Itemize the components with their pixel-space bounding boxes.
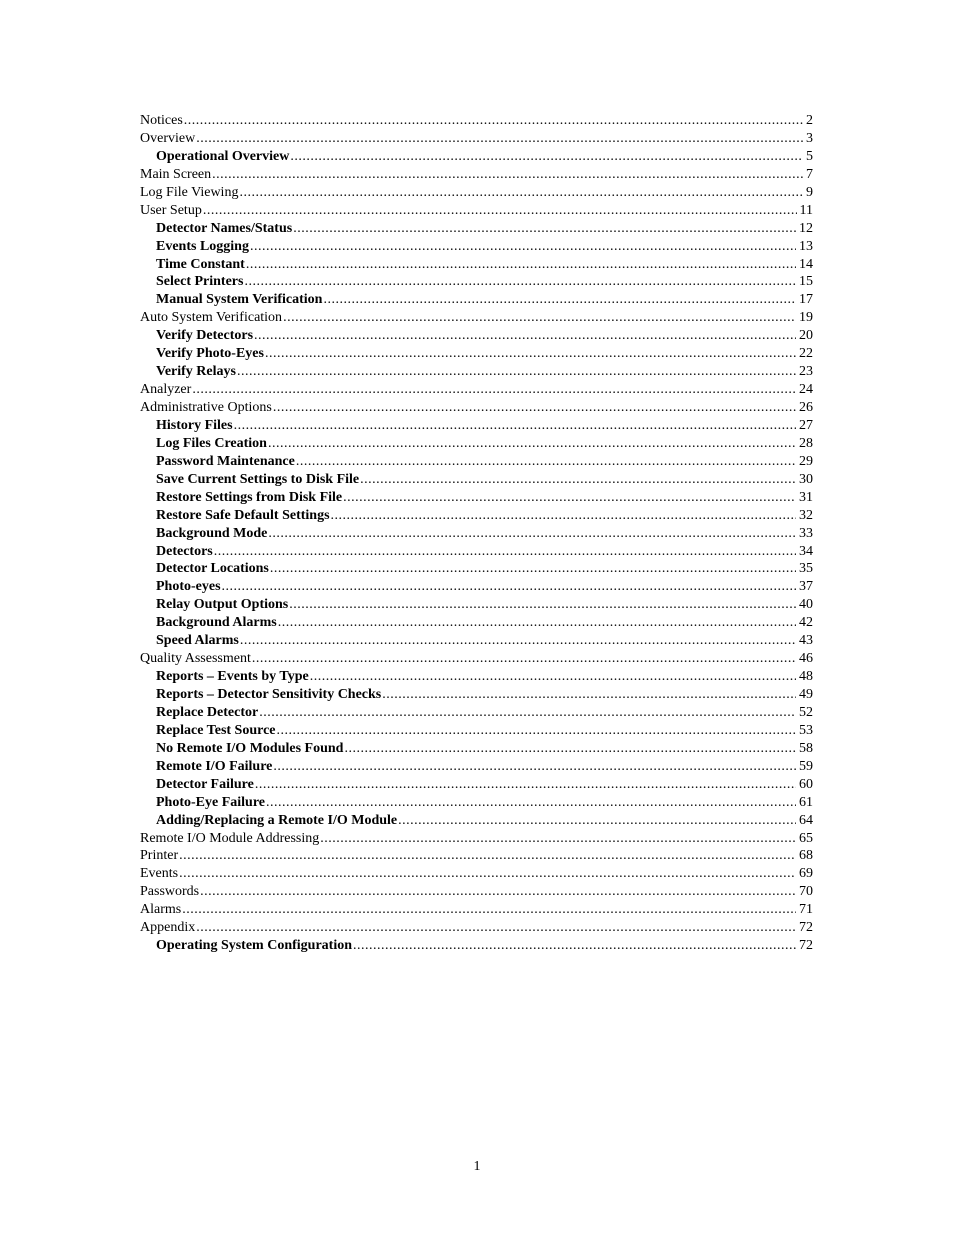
toc-entry-title: Detector Names/Status [156, 220, 293, 236]
toc-dot-leader [212, 166, 803, 184]
toc-entry-page-number: 48 [799, 669, 813, 685]
toc-entry-page-number: 15 [799, 274, 813, 290]
toc-subentry[interactable] [140, 758, 813, 776]
toc-subentry[interactable] [140, 435, 813, 453]
toc-subentry[interactable] [140, 937, 813, 955]
toc-dot-leader [237, 363, 796, 381]
toc-subentry[interactable] [140, 596, 813, 614]
toc-subentry[interactable] [140, 704, 813, 722]
toc-dot-leader [268, 435, 796, 453]
toc-entry-page-number: 53 [799, 722, 813, 738]
toc-entry[interactable] [140, 381, 813, 399]
toc-entry-title: Detector Failure [156, 776, 254, 792]
toc-entry-page-number: 28 [799, 435, 813, 451]
toc-dot-leader [323, 291, 796, 309]
toc-entry[interactable] [140, 202, 813, 220]
toc-entry-page-number: 14 [799, 256, 813, 272]
toc-dot-leader [293, 220, 796, 238]
page-number: 1 [473, 1159, 481, 1174]
toc-subentry[interactable] [140, 148, 813, 166]
toc-entry-title: Operational Overview [156, 148, 290, 164]
toc-entry-title: Verify Detectors [156, 328, 254, 344]
toc-subentry[interactable] [140, 578, 813, 596]
toc-entry-page-number: 27 [799, 417, 813, 433]
toc-entry-title: Manual System Verification [156, 292, 323, 308]
toc-entry-page-number: 3 [806, 130, 813, 146]
toc-entry-page-number: 70 [799, 884, 813, 900]
toc-entry-page-number: 26 [799, 400, 813, 415]
toc-subentry[interactable] [140, 560, 813, 578]
toc-entry-title: Administrative Options [140, 400, 272, 415]
toc-entry-title: History Files [156, 417, 233, 433]
toc-entry-title: Passwords [140, 884, 200, 900]
toc-dot-leader [353, 937, 796, 955]
toc-entry-title: Auto System Verification [140, 310, 283, 326]
toc-dot-leader [182, 901, 796, 919]
toc-subentry[interactable] [140, 507, 813, 525]
toc-entry[interactable] [140, 650, 813, 668]
toc-entry-title: Log Files Creation [156, 435, 267, 451]
toc-entry-page-number: 72 [799, 938, 813, 954]
toc-entry[interactable] [140, 830, 813, 848]
toc-dot-leader [200, 883, 796, 901]
toc-dot-leader [343, 489, 796, 507]
toc-subentry[interactable] [140, 327, 813, 345]
toc-entry-page-number: 23 [799, 364, 813, 380]
toc-entry-title: Background Mode [156, 525, 268, 541]
toc-dot-leader [270, 560, 796, 578]
toc-dot-leader [179, 847, 796, 865]
toc-entry-page-number: 40 [799, 597, 813, 613]
toc-entry-page-number: 58 [799, 740, 813, 756]
toc-entry-page-number: 13 [799, 238, 813, 254]
toc-entry[interactable] [140, 883, 813, 901]
toc-subentry[interactable] [140, 794, 813, 812]
toc-entry-page-number: 34 [799, 543, 813, 559]
toc-dot-leader [246, 256, 796, 274]
toc-entry[interactable] [140, 901, 813, 919]
toc-entry-title: Analyzer [140, 382, 192, 398]
toc-entry-page-number: 12 [799, 220, 813, 236]
toc-entry-page-number: 65 [799, 830, 813, 846]
toc-entry-title: Detector Locations [156, 561, 269, 577]
toc-dot-leader [255, 776, 796, 794]
toc-entry-page-number: 32 [799, 507, 813, 523]
toc-entry[interactable] [140, 919, 813, 937]
toc-entry-title: Save Current Settings to Disk File [156, 471, 360, 487]
toc-subentry[interactable] [140, 345, 813, 363]
toc-dot-leader [252, 650, 796, 668]
toc-entry-page-number: 5 [806, 148, 813, 164]
toc-entry-title: Photo-eyes [156, 579, 221, 595]
toc-subentry[interactable] [140, 722, 813, 740]
toc-entry-title: Verify Photo-Eyes [156, 346, 264, 362]
toc-entry-title: Select Printers [156, 274, 244, 290]
toc-entry-page-number: 20 [799, 328, 813, 344]
toc-entry-page-number: 2 [806, 113, 813, 128]
toc-entry[interactable] [140, 184, 813, 202]
toc-entry-title: Verify Relays [156, 364, 236, 380]
toc-dot-leader [203, 202, 797, 220]
toc-entry-title: Overview [140, 130, 196, 146]
toc-dot-leader [214, 543, 796, 561]
toc-entry-title: Quality Assessment [140, 651, 251, 667]
toc-dot-leader [277, 722, 796, 740]
toc-dot-leader [382, 686, 796, 704]
toc-dot-leader [196, 919, 796, 937]
toc-entry-page-number: 7 [806, 166, 813, 182]
toc-entry[interactable] [140, 865, 813, 883]
toc-entry-title: Notices [140, 113, 183, 128]
toc-entry-title: Events [140, 866, 179, 882]
toc-entry-page-number: 33 [799, 525, 813, 541]
toc-entry-title: Log File Viewing [140, 184, 239, 200]
toc-entry-title: Restore Settings from Disk File [156, 489, 343, 505]
toc-dot-leader [239, 184, 803, 202]
toc-subentry[interactable] [140, 543, 813, 561]
toc-subentry[interactable] [140, 776, 813, 794]
toc-entry-title: Adding/Replacing a Remote I/O Module [156, 812, 398, 828]
toc-entry-title: Relay Output Options [156, 597, 289, 613]
toc-entry-title: Main Screen [140, 166, 212, 182]
toc-dot-leader [192, 381, 796, 399]
toc-entry[interactable] [140, 399, 813, 417]
toc-dot-leader [398, 812, 796, 830]
toc-entry-page-number: 71 [799, 902, 813, 918]
toc-dot-leader [331, 507, 796, 525]
toc-entry-title: Appendix [140, 920, 196, 936]
toc-entry-page-number: 35 [799, 561, 813, 577]
toc-entry-page-number: 31 [799, 489, 813, 505]
toc-dot-leader [268, 525, 796, 543]
toc-dot-leader [240, 632, 796, 650]
toc-dot-leader [273, 399, 796, 417]
toc-subentry[interactable] [140, 256, 813, 274]
toc-subentry[interactable] [140, 453, 813, 471]
toc-dot-leader [278, 614, 796, 632]
toc-dot-leader [266, 794, 796, 812]
toc-dot-leader [289, 596, 796, 614]
toc-entry-title: Password Maintenance [156, 453, 295, 469]
toc-entry-page-number: 68 [799, 848, 813, 864]
toc-entry-title: Reports – Events by Type [156, 669, 309, 685]
toc-dot-leader [296, 453, 796, 471]
table-of-contents [140, 112, 813, 955]
toc-dot-leader [254, 327, 796, 345]
toc-entry-page-number: 52 [799, 704, 813, 720]
toc-entry-page-number: 19 [799, 310, 813, 326]
toc-entry-page-number: 11 [799, 202, 813, 218]
toc-entry-page-number: 72 [799, 920, 813, 936]
toc-entry-title: Reports – Detector Sensitivity Checks [156, 687, 382, 702]
toc-dot-leader [344, 740, 796, 758]
toc-dot-leader [179, 865, 796, 883]
toc-entry-page-number: 29 [799, 453, 813, 469]
toc-subentry[interactable] [140, 291, 813, 309]
toc-subentry[interactable] [140, 363, 813, 381]
toc-entry[interactable] [140, 130, 813, 148]
toc-subentry[interactable] [140, 489, 813, 507]
toc-dot-leader [196, 130, 803, 148]
toc-entry-title: Replace Detector [156, 704, 259, 720]
toc-entry-page-number: 37 [799, 579, 813, 595]
toc-entry-title: Remote I/O Module Addressing [140, 830, 320, 846]
toc-subentry[interactable] [140, 220, 813, 238]
toc-entry-page-number: 69 [799, 866, 813, 882]
toc-entry-title: Replace Test Source [156, 722, 276, 738]
toc-entry-title: Events Logging [156, 238, 249, 254]
toc-dot-leader [290, 148, 803, 166]
toc-entry-title: Photo-Eye Failure [156, 794, 266, 810]
toc-dot-leader [250, 238, 796, 256]
toc-dot-leader [244, 273, 796, 291]
toc-subentry[interactable] [140, 686, 813, 704]
toc-entry-page-number: 42 [799, 615, 813, 631]
toc-entry-page-number: 43 [799, 633, 813, 649]
toc-entry-page-number: 22 [799, 346, 813, 362]
toc-entry-page-number: 49 [799, 687, 813, 702]
toc-dot-leader [360, 471, 796, 489]
toc-subentry[interactable] [140, 632, 813, 650]
toc-subentry[interactable] [140, 740, 813, 758]
toc-entry-page-number: 30 [799, 471, 813, 487]
toc-subentry[interactable] [140, 614, 813, 632]
toc-entry-title: Speed Alarms [156, 633, 239, 649]
toc-entry-title: Background Alarms [156, 615, 277, 631]
toc-dot-leader [283, 309, 796, 327]
toc-dot-leader [222, 578, 796, 596]
toc-entry-title: Restore Safe Default Settings [156, 507, 330, 523]
toc-entry-title: Printer [140, 848, 179, 864]
toc-entry-page-number: 59 [799, 758, 813, 774]
toc-entry-title: User Setup [140, 202, 202, 218]
toc-entry-title: Operating System Configuration [156, 938, 352, 954]
toc-entry-title: No Remote I/O Modules Found [156, 740, 344, 756]
toc-entry-page-number: 9 [806, 184, 813, 200]
toc-entry-page-number: 24 [799, 382, 813, 398]
toc-dot-leader [259, 704, 796, 722]
toc-subentry[interactable] [140, 417, 813, 435]
toc-dot-leader [310, 668, 796, 686]
toc-entry-page-number: 64 [799, 812, 813, 828]
toc-entry-title: Alarms [140, 902, 182, 918]
toc-subentry[interactable] [140, 273, 813, 291]
toc-subentry[interactable] [140, 238, 813, 256]
toc-subentry[interactable] [140, 525, 813, 543]
toc-dot-leader [273, 758, 796, 776]
toc-entry-title: Time Constant [156, 256, 245, 272]
toc-subentry[interactable] [140, 668, 813, 686]
toc-entry-page-number: 61 [799, 794, 813, 810]
toc-entry[interactable] [140, 166, 813, 184]
toc-subentry[interactable] [140, 471, 813, 489]
toc-entry-page-number: 46 [799, 651, 813, 667]
toc-dot-leader [234, 417, 796, 435]
toc-dot-leader [320, 830, 796, 848]
toc-entry[interactable] [140, 847, 813, 865]
toc-dot-leader [265, 345, 796, 363]
toc-entry-title: Remote I/O Failure [156, 758, 273, 774]
toc-entry-title: Detectors [156, 543, 213, 559]
toc-entry[interactable] [140, 112, 813, 130]
toc-subentry[interactable] [140, 812, 813, 830]
toc-entry[interactable] [140, 309, 813, 327]
toc-entry-page-number: 17 [799, 292, 813, 308]
toc-entry-page-number: 60 [799, 776, 813, 792]
toc-dot-leader [184, 112, 803, 130]
